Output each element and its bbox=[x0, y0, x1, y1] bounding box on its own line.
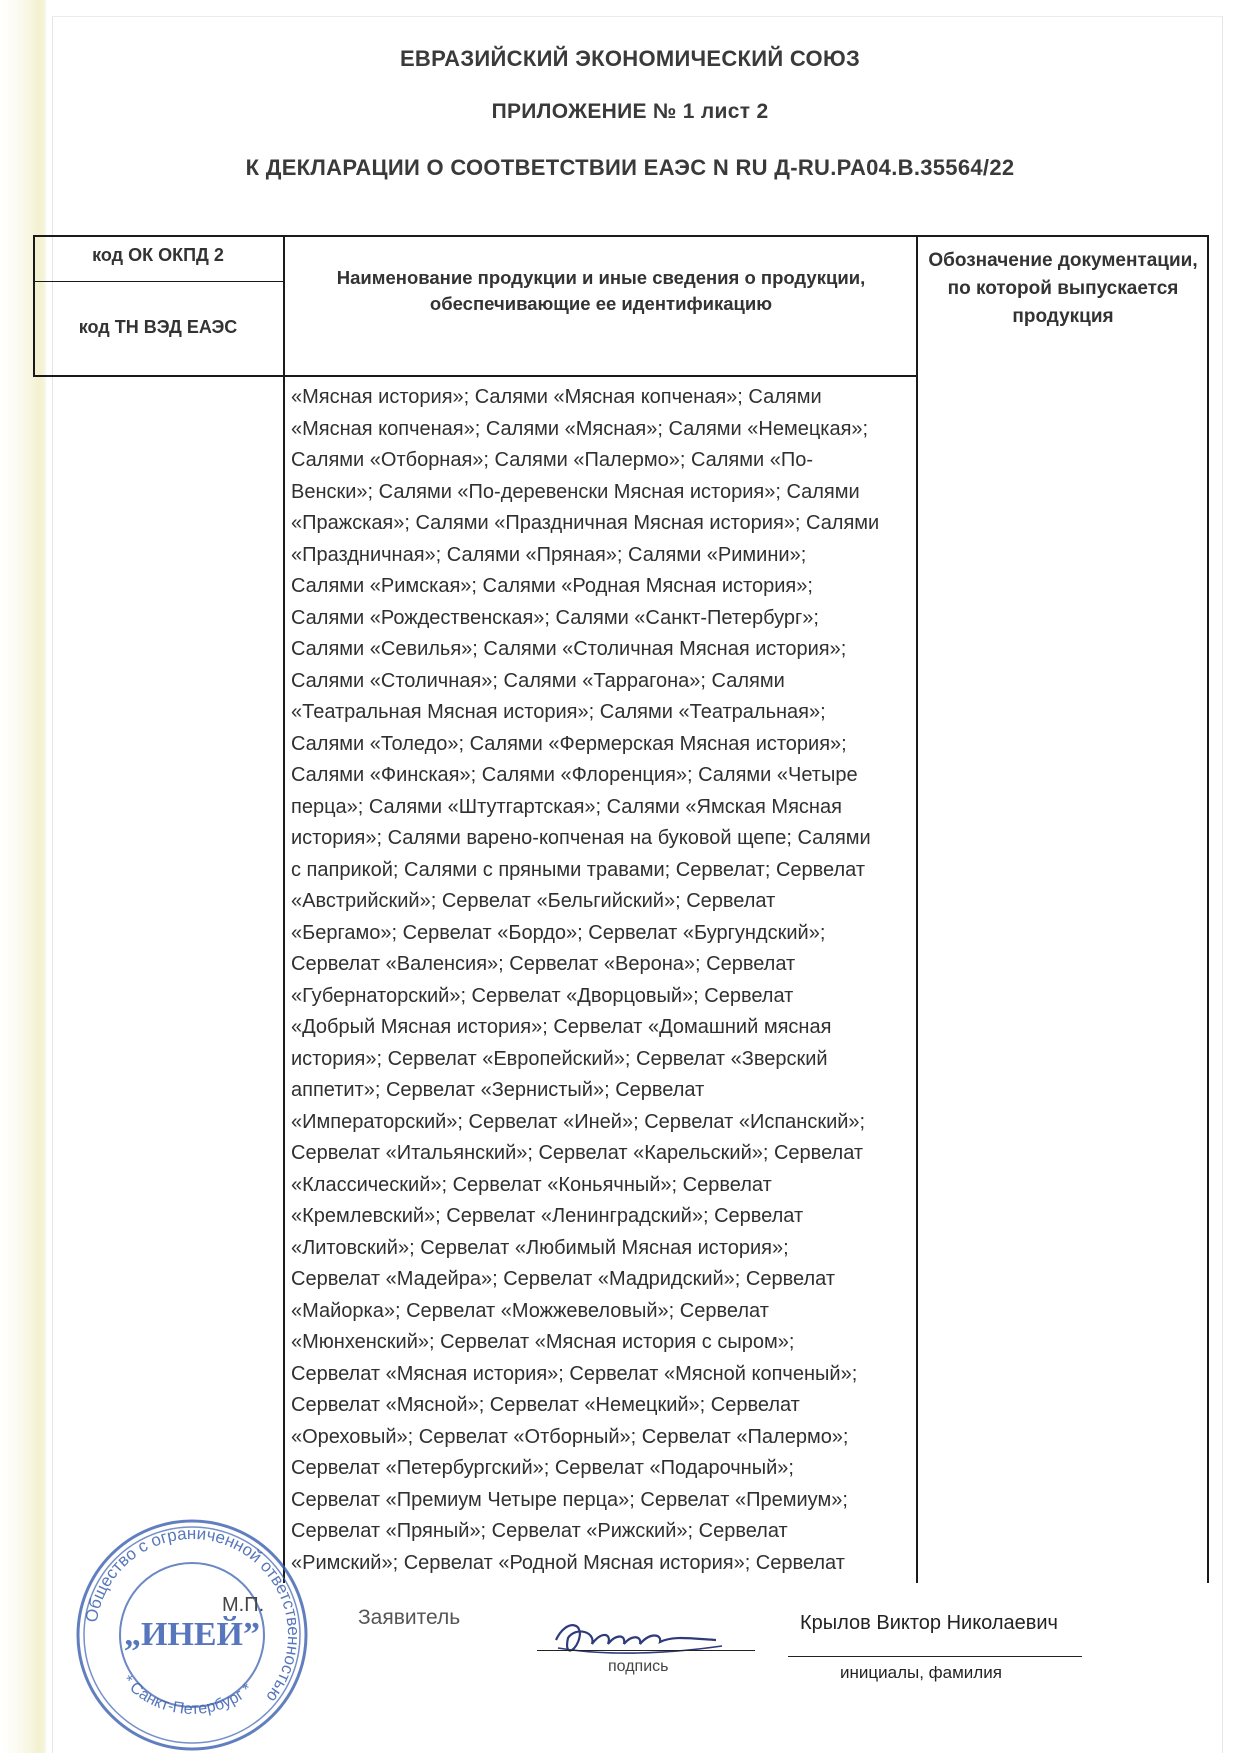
product-list-line: Сервелат «Пряный»; Сервелат «Рижский»; Сервелат bbox=[291, 1520, 788, 1542]
union-title: ЕВРАЗИЙСКИЙ ЭКОНОМИЧЕСКИЙ СОЮЗ bbox=[399, 46, 861, 71]
tnved-header: код ТН ВЭД ЕАЭС bbox=[78, 317, 238, 337]
stamp-ring-text: Общество с ограниченной ответственностью bbox=[81, 1523, 304, 1706]
documentation-header: Обозначение документации, по которой выпускается продукция bbox=[928, 250, 1198, 327]
product-table bbox=[33, 235, 1209, 1583]
product-list-line: Салями «Толедо»; Салями «Фермерская Мясная история»; bbox=[291, 732, 847, 755]
product-list-line: Салями «Отборная»; Салями «Палермо»; Салями «По- bbox=[291, 449, 814, 471]
header-row-divider bbox=[33, 375, 917, 377]
stamp-city-text: * Санкт-Петербург * bbox=[118, 1672, 256, 1719]
name-caption: инициалы, фамилия bbox=[840, 1663, 1002, 1682]
product-list-line: Салями «Рождественская»; Салями «Санкт-Петербург»; bbox=[291, 606, 819, 629]
declaration-title: К ДЕКЛАРАЦИИ О СООТВЕТСТВИИ ЕАЭС N RU Д-RU.PA04.B.35564/22 bbox=[245, 155, 1015, 180]
handwritten-signature bbox=[546, 1612, 726, 1662]
product-list-line: Сервелат «Итальянский»; Сервелат «Карельский»; Сервелат bbox=[291, 1142, 864, 1164]
seal-place-label: М.П. bbox=[222, 1594, 265, 1616]
scan-border-right bbox=[1222, 16, 1223, 1753]
product-list-line: «Австрийский»; Сервелат «Бельгийский»; Сервелат bbox=[291, 890, 776, 912]
product-list-line: «Майорка»; Сервелат «Можжевеловый»; Сервелат bbox=[291, 1299, 769, 1322]
svg-text:* Санкт-Петербург * bbox=[119, 1672, 256, 1718]
product-list-line: с паприкой; Салями с пряными травами; Сервелат; Сервелат bbox=[291, 858, 866, 881]
column-divider-1 bbox=[283, 235, 285, 1583]
product-list-line: «Добрый Мясная история»; Сервелат «Домашний мясная bbox=[291, 1016, 832, 1038]
product-list-line: аппетит»; Сервелат «Зернистый»; Сервелат bbox=[291, 1079, 705, 1101]
name-line bbox=[788, 1656, 1082, 1657]
applicant-label: Заявитель bbox=[358, 1606, 461, 1629]
stamp-center-text: „ИНЕЙ” bbox=[123, 1616, 261, 1653]
product-list-line: Салями «Севилья»; Салями «Столичная Мясная история»; bbox=[291, 638, 847, 660]
product-list-line: «Губернаторский»; Сервелат «Дворцовый»; Сервелат bbox=[291, 984, 794, 1007]
signature-line bbox=[537, 1650, 755, 1651]
product-list-line: «Мясная копченая»; Салями «Мясная»; Салями «Немецкая»; bbox=[291, 417, 869, 440]
product-list-line: Салями «Финская»; Салями «Флоренция»; Салями «Четыре bbox=[291, 764, 858, 786]
product-list-line: Сервелат «Мадейра»; Сервелат «Мадридский»; Сервелат bbox=[291, 1268, 835, 1290]
product-list-line: «Пражская»; Салями «Праздничная Мясная история»; Салями bbox=[291, 512, 880, 534]
column-divider-2 bbox=[916, 235, 918, 1583]
product-list-line: «Литовский»; Сервелат «Любимый Мясная история»; bbox=[291, 1236, 789, 1259]
product-list-line: Салями «Римская»; Салями «Родная Мясная история»; bbox=[291, 575, 813, 597]
product-list-line: «Праздничная»; Салями «Пряная»; Салями «Римини»; bbox=[291, 543, 807, 566]
product-list-line: «Императорский»; Сервелат «Иней»; Сервелат «Испанский»; bbox=[291, 1110, 866, 1133]
product-list-line: перца»; Салями «Штутгартская»; Салями «Ямская Мясная bbox=[291, 795, 842, 818]
product-list-line: Сервелат «Мясная история»; Сервелат «Мясной копченый»; bbox=[291, 1362, 858, 1385]
signature-caption: подпись bbox=[608, 1658, 669, 1675]
product-list-line: Сервелат «Валенсия»; Сервелат «Верона»; Сервелат bbox=[291, 953, 796, 975]
product-list-line: «Римский»; Сервелат «Родной Мясная история»; Сервелат bbox=[291, 1551, 845, 1574]
product-list-line: «Бергамо»; Сервелат «Бордо»; Сервелат «Бургундский»; bbox=[291, 921, 826, 944]
product-list-line: Сервелат «Премиум Четыре перца»; Сервелат «Премиум»; bbox=[291, 1488, 848, 1511]
company-stamp bbox=[72, 1515, 312, 1755]
product-list-line: Сервелат «Петербургский»; Сервелат «Подарочный»; bbox=[291, 1457, 794, 1479]
product-list-line: история»; Салями варено-копченая на буковой щепе; Салями bbox=[291, 827, 871, 849]
product-list bbox=[291, 382, 916, 1579]
product-list-line: «Мясная история»; Салями «Мясная копченая»; Салями bbox=[291, 386, 822, 408]
product-name-header: Наименование продукции и иные сведения о продукции, обеспечивающие ее идентификацию bbox=[336, 267, 866, 314]
okpd-header: код ОК ОКПД 2 bbox=[92, 245, 224, 265]
product-list-line: Сервелат «Мясной»; Сервелат «Немецкий»; Сервелат bbox=[291, 1394, 800, 1416]
product-list-line: «Классический»; Сервелат «Коньячный»; Сервелат bbox=[291, 1173, 772, 1196]
appendix-title: ПРИЛОЖЕНИЕ № 1 лист 2 bbox=[491, 100, 769, 123]
product-list-line: история»; Сервелат «Европейский»; Сервелат «Зверский bbox=[291, 1047, 828, 1070]
product-list-line: «Мюнхенский»; Сервелат «Мясная история с сыром»; bbox=[291, 1331, 795, 1353]
product-list-line: «Театральная Мясная история»; Салями «Театральная»; bbox=[291, 701, 826, 723]
applicant-name: Крылов Виктор Николаевич bbox=[800, 1612, 1058, 1634]
product-list-line: Салями «Столичная»; Салями «Таррагона»; Салями bbox=[291, 669, 785, 692]
table-border-right bbox=[1207, 235, 1209, 1583]
product-list-line: «Кремлевский»; Сервелат «Ленинградский»; Сервелат bbox=[291, 1205, 804, 1227]
product-list-line: «Ореховый»; Сервелат «Отборный»; Сервелат «Палермо»; bbox=[291, 1425, 849, 1448]
scan-border-top bbox=[52, 16, 1222, 17]
product-list-line: Венски»; Салями «По-деревенски Мясная история»; Салями bbox=[291, 480, 860, 503]
